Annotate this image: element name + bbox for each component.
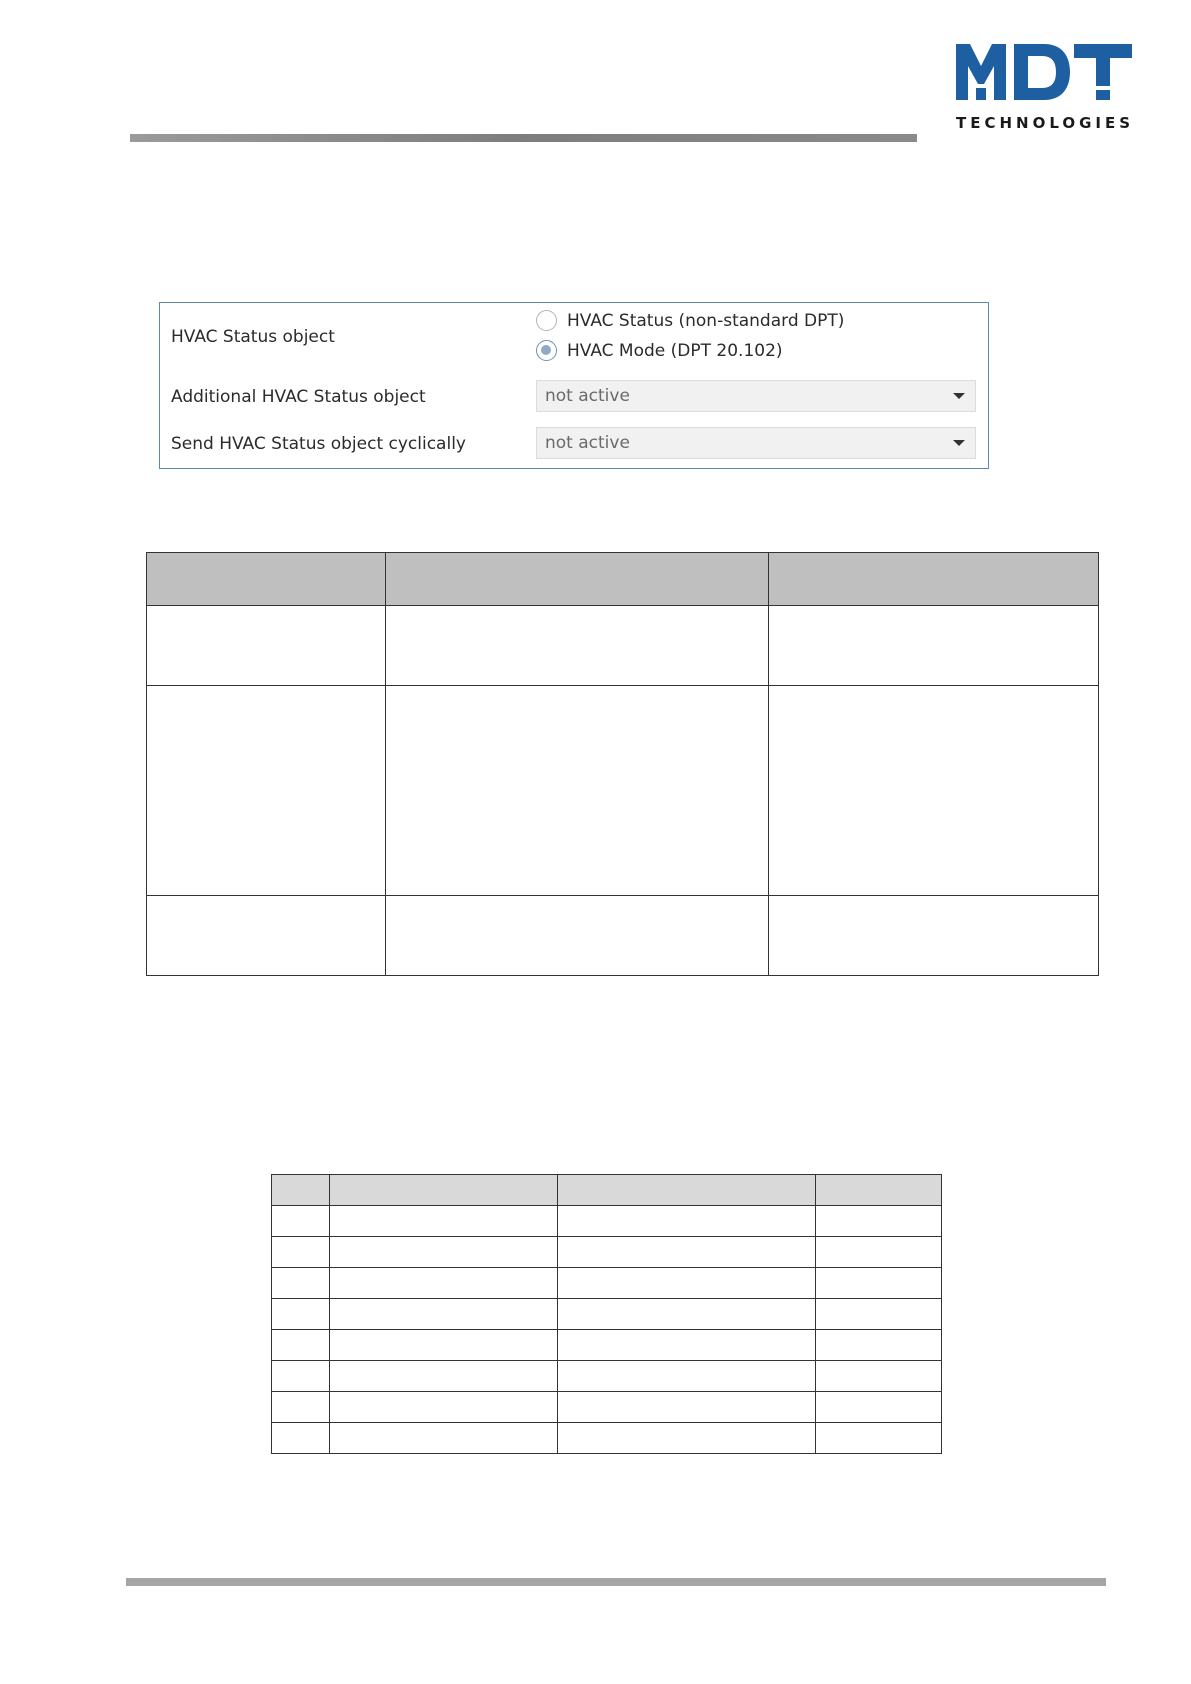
table-cell bbox=[816, 1237, 942, 1268]
table-cell bbox=[816, 1361, 942, 1392]
table-header-cell bbox=[816, 1175, 942, 1206]
additional-hvac-status-dropdown[interactable] bbox=[536, 380, 976, 412]
table-row bbox=[147, 606, 1099, 686]
radio-hvac-mode-label: HVAC Mode (DPT 20.102) bbox=[567, 340, 783, 361]
table-cell bbox=[816, 1299, 942, 1330]
table-cell bbox=[557, 1423, 816, 1454]
table-row bbox=[272, 1361, 942, 1392]
radio-hvac-mode[interactable] bbox=[536, 340, 783, 361]
table-cell bbox=[329, 1330, 557, 1361]
table-cell bbox=[329, 1237, 557, 1268]
table-cell bbox=[329, 1299, 557, 1330]
table-cell bbox=[329, 1392, 557, 1423]
table-cell bbox=[557, 1268, 816, 1299]
table-cell bbox=[272, 1392, 330, 1423]
additional-hvac-status-value: not active bbox=[545, 386, 630, 406]
table-header-cell bbox=[557, 1175, 816, 1206]
mdt-logo-icon bbox=[956, 44, 1132, 100]
table-cell bbox=[816, 1392, 942, 1423]
table-row bbox=[272, 1392, 942, 1423]
table-cell bbox=[147, 606, 386, 686]
table-header-cell bbox=[329, 1175, 557, 1206]
radio-unchecked-icon[interactable] bbox=[536, 310, 557, 331]
table-header-cell bbox=[769, 553, 1099, 606]
table-row bbox=[272, 1299, 942, 1330]
table-cell bbox=[329, 1361, 557, 1392]
header-divider bbox=[130, 134, 917, 142]
table-cell bbox=[147, 686, 386, 896]
table-cell bbox=[329, 1423, 557, 1454]
parameter-panel bbox=[159, 302, 989, 469]
radio-hvac-status[interactable] bbox=[536, 310, 844, 331]
table-cell bbox=[385, 606, 769, 686]
table-cell bbox=[557, 1330, 816, 1361]
table-row bbox=[272, 1206, 942, 1237]
table-header-row bbox=[272, 1175, 942, 1206]
table-row bbox=[147, 896, 1099, 976]
table-cell bbox=[816, 1330, 942, 1361]
hvac-status-object-label: HVAC Status object bbox=[171, 327, 335, 347]
radio-checked-icon[interactable] bbox=[536, 340, 557, 361]
parameter-description-table bbox=[146, 552, 1099, 976]
logo-subtitle: TECHNOLOGIES bbox=[956, 114, 1135, 132]
table-cell bbox=[385, 896, 769, 976]
table-header-cell bbox=[385, 553, 769, 606]
table-row bbox=[272, 1268, 942, 1299]
table-cell bbox=[272, 1206, 330, 1237]
mdt-logo bbox=[956, 44, 1135, 134]
send-cyclically-value: not active bbox=[545, 433, 630, 453]
additional-hvac-status-label: Additional HVAC Status object bbox=[171, 387, 426, 407]
table-cell bbox=[272, 1423, 330, 1454]
table-row bbox=[272, 1423, 942, 1454]
table-cell bbox=[557, 1299, 816, 1330]
send-cyclically-dropdown[interactable] bbox=[536, 427, 976, 459]
table-cell bbox=[557, 1206, 816, 1237]
table-cell bbox=[147, 896, 386, 976]
footer-divider bbox=[126, 1578, 1106, 1586]
communication-objects-table bbox=[271, 1174, 942, 1454]
table-row bbox=[147, 686, 1099, 896]
table-cell bbox=[557, 1361, 816, 1392]
send-cyclically-label: Send HVAC Status object cyclically bbox=[171, 434, 466, 454]
table-cell bbox=[272, 1330, 330, 1361]
table-cell bbox=[769, 606, 1099, 686]
table-cell bbox=[557, 1392, 816, 1423]
table-header-row bbox=[147, 553, 1099, 606]
table-cell bbox=[272, 1237, 330, 1268]
chevron-down-icon[interactable] bbox=[953, 393, 965, 399]
table-cell bbox=[385, 686, 769, 896]
table-cell bbox=[272, 1361, 330, 1392]
table-cell bbox=[769, 896, 1099, 976]
table-cell bbox=[816, 1423, 942, 1454]
table-cell bbox=[557, 1237, 816, 1268]
table-cell bbox=[329, 1206, 557, 1237]
table-cell bbox=[329, 1268, 557, 1299]
table-header-cell bbox=[147, 553, 386, 606]
radio-hvac-status-label: HVAC Status (non-standard DPT) bbox=[567, 310, 845, 331]
table-header-cell bbox=[272, 1175, 330, 1206]
table-row bbox=[272, 1237, 942, 1268]
table-cell bbox=[769, 686, 1099, 896]
table-row bbox=[272, 1330, 942, 1361]
table-cell bbox=[816, 1268, 942, 1299]
table-cell bbox=[272, 1299, 330, 1330]
table-cell bbox=[816, 1206, 942, 1237]
table-cell bbox=[272, 1268, 330, 1299]
chevron-down-icon[interactable] bbox=[953, 440, 965, 446]
